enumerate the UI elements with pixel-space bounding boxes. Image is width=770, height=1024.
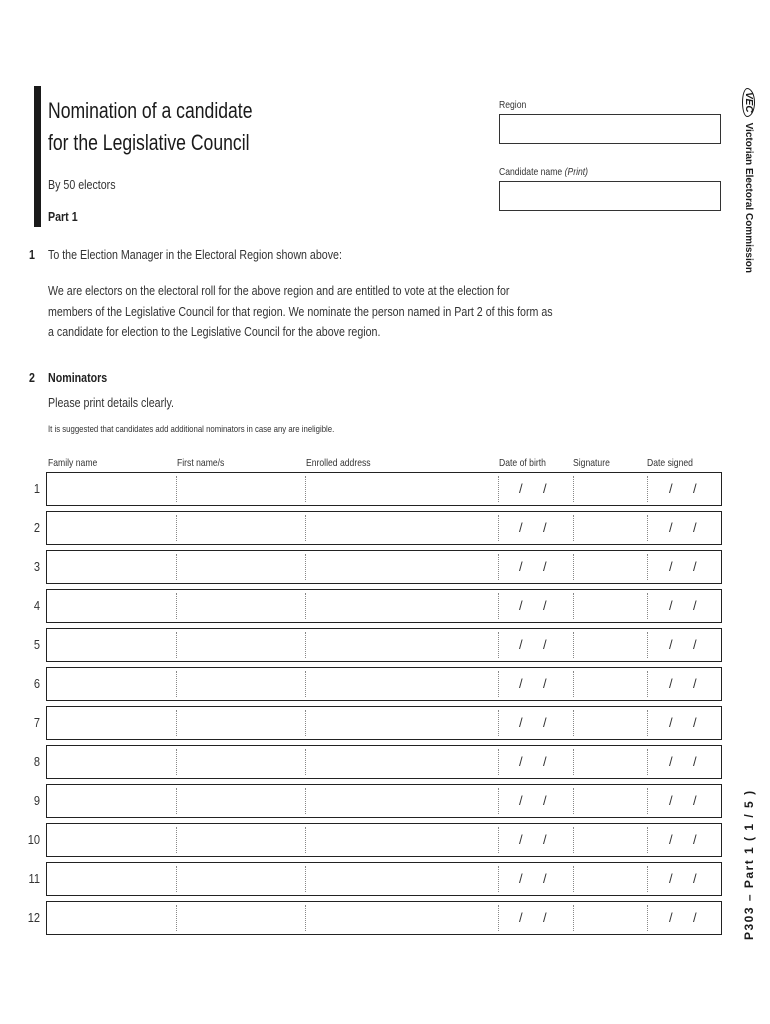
cell-divider bbox=[305, 554, 306, 580]
declaration-line: a candidate for election to the Legislative Council for the above region. bbox=[48, 324, 381, 339]
cell-divider bbox=[305, 905, 306, 931]
cell-divider bbox=[176, 476, 177, 502]
region-input[interactable] bbox=[499, 114, 721, 144]
row-number: 3 bbox=[33, 559, 40, 574]
cell-divider bbox=[305, 866, 306, 892]
cell-divider bbox=[305, 827, 306, 853]
date-slash: / bbox=[669, 559, 673, 574]
section-2-instruction: Please print details clearly. bbox=[48, 395, 175, 410]
cell-divider bbox=[305, 671, 306, 697]
section-2-note: It is suggested that candidates add additional nominators in case any are ineligible. bbox=[48, 424, 335, 435]
cell-divider bbox=[573, 515, 574, 541]
title-line-1: Nomination of a candidate bbox=[48, 98, 253, 123]
nominator-row[interactable] bbox=[46, 667, 722, 701]
date-slash: / bbox=[693, 793, 697, 808]
declaration-line: We are electors on the electoral roll for the above region and are entitled to vote at the election for bbox=[48, 283, 510, 298]
cell-divider bbox=[573, 476, 574, 502]
date-slash: / bbox=[669, 832, 673, 847]
date-slash: / bbox=[669, 715, 673, 730]
date-slash: / bbox=[669, 793, 673, 808]
date-slash: / bbox=[693, 910, 697, 925]
date-slash: / bbox=[693, 832, 697, 847]
date-slash: / bbox=[693, 559, 697, 574]
declaration-paragraph bbox=[48, 281, 553, 343]
organisation-sidebar bbox=[734, 88, 762, 328]
date-slash: / bbox=[519, 559, 523, 574]
cell-divider bbox=[573, 554, 574, 580]
cell-divider bbox=[176, 515, 177, 541]
organisation-name: VECVictorian Electoral Commission bbox=[742, 88, 755, 273]
cell-divider bbox=[573, 632, 574, 658]
cell-divider bbox=[647, 671, 648, 697]
date-slash: / bbox=[543, 832, 547, 847]
cell-divider bbox=[176, 749, 177, 775]
form-reference: P303 – Part 1 ( 1 / 5 ) bbox=[742, 789, 756, 940]
cell-divider bbox=[498, 788, 499, 814]
cell-divider bbox=[647, 866, 648, 892]
date-slash: / bbox=[693, 598, 697, 613]
date-slash: / bbox=[693, 754, 697, 769]
region-label: Region bbox=[499, 99, 527, 111]
cell-divider bbox=[305, 476, 306, 502]
date-slash: / bbox=[693, 520, 697, 535]
cell-divider bbox=[647, 827, 648, 853]
cell-divider bbox=[305, 515, 306, 541]
column-signature: Signature bbox=[573, 457, 610, 469]
row-number: 9 bbox=[33, 793, 40, 808]
row-number: 6 bbox=[33, 676, 40, 691]
date-slash: / bbox=[669, 637, 673, 652]
date-slash: / bbox=[543, 520, 547, 535]
cell-divider bbox=[573, 866, 574, 892]
cell-divider bbox=[305, 710, 306, 736]
cell-divider bbox=[305, 749, 306, 775]
candidate-name-label: Candidate name (Print) bbox=[499, 166, 589, 178]
nominator-row[interactable] bbox=[46, 862, 722, 896]
cell-divider bbox=[647, 905, 648, 931]
cell-divider bbox=[305, 632, 306, 658]
cell-divider bbox=[573, 710, 574, 736]
title-line-2: for the Legislative Council bbox=[48, 130, 250, 155]
row-number: 10 bbox=[27, 832, 40, 847]
row-number: 8 bbox=[33, 754, 40, 769]
nominator-row[interactable] bbox=[46, 511, 722, 545]
cell-divider bbox=[573, 671, 574, 697]
date-slash: / bbox=[519, 520, 523, 535]
cell-divider bbox=[498, 827, 499, 853]
nominator-row[interactable] bbox=[46, 901, 722, 935]
column-first-names: First name/s bbox=[177, 457, 225, 469]
nominator-row[interactable] bbox=[46, 706, 722, 740]
cell-divider bbox=[176, 554, 177, 580]
nominator-row[interactable] bbox=[46, 628, 722, 662]
cell-divider bbox=[498, 593, 499, 619]
cell-divider bbox=[176, 827, 177, 853]
cell-divider bbox=[498, 671, 499, 697]
date-slash: / bbox=[669, 871, 673, 886]
nominator-row[interactable] bbox=[46, 472, 722, 506]
date-slash: / bbox=[519, 754, 523, 769]
date-slash: / bbox=[519, 676, 523, 691]
date-slash: / bbox=[693, 481, 697, 496]
date-slash: / bbox=[543, 871, 547, 886]
nominator-row[interactable] bbox=[46, 550, 722, 584]
date-slash: / bbox=[543, 598, 547, 613]
cell-divider bbox=[176, 593, 177, 619]
form-title bbox=[48, 95, 253, 159]
nominator-row[interactable] bbox=[46, 745, 722, 779]
cell-divider bbox=[176, 788, 177, 814]
row-number: 1 bbox=[33, 481, 40, 496]
section-2-number: 2 bbox=[29, 370, 35, 385]
cell-divider bbox=[498, 749, 499, 775]
section-2-heading: Nominators bbox=[48, 370, 108, 385]
date-slash: / bbox=[519, 481, 523, 496]
date-slash: / bbox=[669, 481, 673, 496]
cell-divider bbox=[573, 788, 574, 814]
date-slash: / bbox=[519, 598, 523, 613]
row-number: 11 bbox=[28, 871, 40, 886]
nominator-row[interactable] bbox=[46, 784, 722, 818]
date-slash: / bbox=[543, 637, 547, 652]
date-slash: / bbox=[519, 910, 523, 925]
cell-divider bbox=[176, 710, 177, 736]
date-slash: / bbox=[519, 637, 523, 652]
cell-divider bbox=[573, 827, 574, 853]
title-bar bbox=[34, 86, 41, 227]
date-slash: / bbox=[543, 715, 547, 730]
date-slash: / bbox=[519, 793, 523, 808]
subtitle: By 50 electors bbox=[48, 177, 116, 192]
date-slash: / bbox=[519, 715, 523, 730]
date-slash: / bbox=[669, 754, 673, 769]
cell-divider bbox=[176, 905, 177, 931]
row-number: 12 bbox=[27, 910, 40, 925]
row-number: 4 bbox=[33, 598, 40, 613]
cell-divider bbox=[498, 515, 499, 541]
declaration-line: members of the Legislative Council for that region. We nominate the person named in Part 2 of this form as bbox=[48, 303, 553, 319]
date-slash: / bbox=[543, 793, 547, 808]
date-slash: / bbox=[669, 598, 673, 613]
date-slash: / bbox=[669, 676, 673, 691]
cell-divider bbox=[647, 788, 648, 814]
date-slash: / bbox=[543, 676, 547, 691]
cell-divider bbox=[647, 515, 648, 541]
section-1-heading: To the Election Manager in the Electoral Region shown above: bbox=[48, 247, 342, 262]
cell-divider bbox=[647, 476, 648, 502]
cell-divider bbox=[176, 671, 177, 697]
date-slash: / bbox=[543, 754, 547, 769]
form-reference-sidebar bbox=[742, 770, 762, 940]
cell-divider bbox=[647, 593, 648, 619]
cell-divider bbox=[305, 593, 306, 619]
date-slash: / bbox=[519, 871, 523, 886]
cell-divider bbox=[573, 593, 574, 619]
cell-divider bbox=[498, 476, 499, 502]
cell-divider bbox=[647, 710, 648, 736]
row-number: 7 bbox=[33, 715, 40, 730]
cell-divider bbox=[176, 632, 177, 658]
row-number: 5 bbox=[33, 637, 40, 652]
nominator-row[interactable] bbox=[46, 589, 722, 623]
column-family-name: Family name bbox=[48, 457, 98, 469]
vec-logo: VEC bbox=[742, 88, 755, 117]
cell-divider bbox=[498, 554, 499, 580]
cell-divider bbox=[647, 554, 648, 580]
date-slash: / bbox=[693, 676, 697, 691]
nominator-row[interactable] bbox=[46, 823, 722, 857]
cell-divider bbox=[573, 905, 574, 931]
date-slash: / bbox=[669, 910, 673, 925]
cell-divider bbox=[573, 749, 574, 775]
date-slash: / bbox=[693, 871, 697, 886]
column-date-of-birth: Date of birth bbox=[499, 457, 546, 469]
section-1-number: 1 bbox=[29, 247, 35, 262]
cell-divider bbox=[498, 710, 499, 736]
part-label: Part 1 bbox=[48, 209, 78, 224]
cell-divider bbox=[498, 866, 499, 892]
cell-divider bbox=[498, 905, 499, 931]
date-slash: / bbox=[519, 832, 523, 847]
date-slash: / bbox=[543, 910, 547, 925]
candidate-name-input[interactable] bbox=[499, 181, 721, 211]
row-number: 2 bbox=[33, 520, 40, 535]
date-slash: / bbox=[543, 481, 547, 496]
cell-divider bbox=[647, 632, 648, 658]
date-slash: / bbox=[669, 520, 673, 535]
cell-divider bbox=[176, 866, 177, 892]
column-date-signed: Date signed bbox=[647, 457, 693, 469]
cell-divider bbox=[498, 632, 499, 658]
column-enrolled-address: Enrolled address bbox=[306, 457, 371, 469]
date-slash: / bbox=[693, 637, 697, 652]
cell-divider bbox=[647, 749, 648, 775]
date-slash: / bbox=[543, 559, 547, 574]
cell-divider bbox=[305, 788, 306, 814]
date-slash: / bbox=[693, 715, 697, 730]
